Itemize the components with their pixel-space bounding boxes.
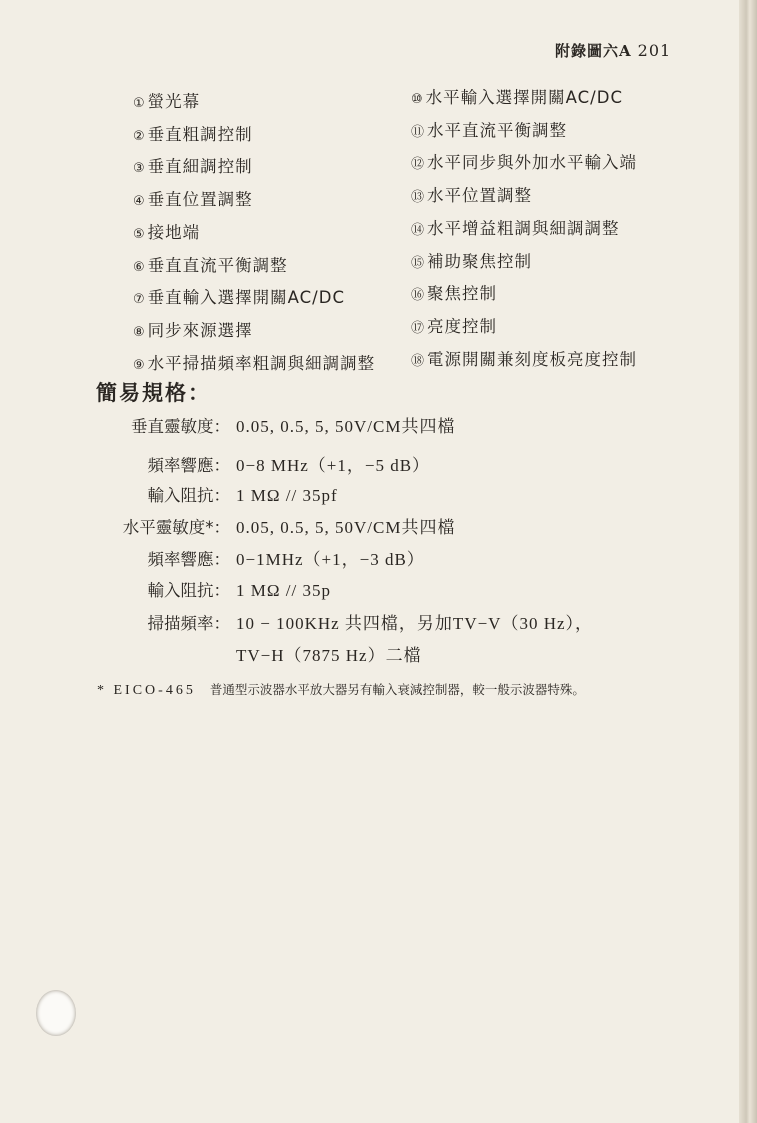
spec-value: TV−H（7875 Hz）二檔 (236, 646, 422, 665)
footnote (97, 680, 585, 699)
legend-text: 水平直流平衡調整 (427, 120, 568, 140)
legend-text: 垂直輸入選擇開關AC/DC (147, 288, 345, 308)
legend-text: 亮度控制 (427, 316, 498, 336)
legend-item (411, 280, 497, 304)
page-stack-edge (739, 0, 757, 1123)
legend-number: ⑱ (411, 353, 426, 369)
legend-item (133, 219, 200, 243)
legend-item (411, 248, 532, 272)
legend-number: ⑩ (411, 92, 424, 107)
legend-item (411, 313, 497, 337)
page-header (555, 40, 671, 61)
spec-value: 0−1MHz（+1，−3 dB） (236, 550, 425, 569)
legend-text: 水平同步與外加水平輸入端 (427, 153, 638, 173)
spec-label: 垂直靈敏度： (131, 417, 230, 436)
spec-value: 1 MΩ // 35pf (236, 486, 338, 505)
legend-number: ⑤ (133, 226, 146, 242)
legend-item (133, 153, 253, 177)
legend-text: 垂直細調控制 (147, 157, 253, 177)
legend-item (411, 84, 623, 108)
spec-label: 水平靈敏度*： (122, 518, 230, 537)
header-title: 附錄圖六A (555, 42, 632, 60)
binding-hole (36, 990, 76, 1036)
legend-text: 垂直位置調整 (147, 190, 253, 210)
spec-label: 輸入阻抗： (147, 581, 230, 600)
legend-text: 螢光幕 (147, 92, 201, 111)
spec-value: 0.05, 0.5, 5, 50V/CM共四檔 (236, 518, 456, 537)
legend-number: ⑨ (133, 357, 146, 373)
spec-label: 頻率響應： (147, 456, 230, 475)
legend-text: 垂直直流平衡調整 (147, 255, 288, 275)
spec-row (100, 545, 425, 570)
legend-item (133, 186, 253, 210)
spec-row (100, 412, 455, 437)
legend-text: 水平輸入選擇開關AC/DC (425, 88, 623, 107)
spec-label: 輸入阻抗： (147, 486, 230, 505)
legend-item (411, 149, 637, 173)
legend-text: 水平增益粗調與細調調整 (427, 218, 620, 238)
legend-number: ① (133, 96, 146, 111)
legend-text: 聚焦控制 (427, 284, 498, 304)
legend-item (411, 117, 567, 141)
legend-number: ⑥ (133, 259, 146, 275)
spec-value: 0−8 MHz（+1，−5 dB） (236, 456, 431, 475)
footnote-model: * EICO-465 (97, 683, 196, 698)
legend-number: ⑮ (411, 255, 426, 271)
legend-number: ④ (133, 194, 146, 210)
legend-text: 補助聚焦控制 (427, 251, 533, 271)
legend-item (133, 284, 345, 308)
legend-number: ⑬ (411, 190, 426, 206)
legend-item (133, 252, 288, 276)
spec-value: 1 MΩ // 35p (236, 581, 331, 600)
legend-text: 電源開關兼刻度板亮度控制 (427, 349, 638, 369)
spec-row (100, 451, 430, 476)
spec-row (100, 609, 593, 634)
legend-number: ⑰ (411, 320, 426, 336)
legend-item (411, 182, 532, 206)
spec-value: 10 − 100KHz 共四檔，另加TV−V（30 Hz）， (236, 614, 594, 633)
legend-number: ⑫ (411, 157, 426, 173)
legend-number: ⑧ (133, 324, 146, 340)
legend-text: 接地端 (147, 222, 201, 242)
legend-text: 水平位置調整 (427, 186, 533, 206)
spec-row (100, 513, 455, 538)
legend-number: ⑪ (411, 124, 426, 140)
legend-text: 垂直粗調控制 (147, 124, 253, 144)
page-number: 201 (637, 41, 672, 60)
legend-text: 水平掃描頻率粗調與細調調整 (147, 353, 376, 373)
legend-number: ③ (133, 161, 146, 177)
legend-item (133, 350, 375, 374)
spec-value: 0.05, 0.5, 5, 50V/CM共四檔 (236, 417, 456, 436)
legend-item (133, 88, 200, 112)
spec-label: 掃描頻率： (147, 614, 230, 633)
spec-row (100, 577, 331, 601)
legend-number: ⑭ (411, 222, 426, 238)
legend-item (133, 121, 253, 145)
legend-number: ⑦ (133, 292, 146, 308)
footnote-text: 普通型示波器水平放大器另有輸入衰減控制器，較一般示波器特殊。 (209, 682, 585, 697)
spec-row (100, 482, 338, 506)
specs-heading: 簡易規格： (96, 381, 211, 405)
legend-item (411, 346, 637, 370)
legend-number: ② (133, 128, 146, 144)
legend-text: 同步來源選擇 (147, 320, 253, 340)
legend-item (133, 317, 253, 341)
legend-item (411, 215, 620, 239)
spec-label: 頻率響應： (147, 550, 230, 569)
legend-number: ⑯ (411, 288, 426, 304)
spec-row (100, 641, 422, 666)
